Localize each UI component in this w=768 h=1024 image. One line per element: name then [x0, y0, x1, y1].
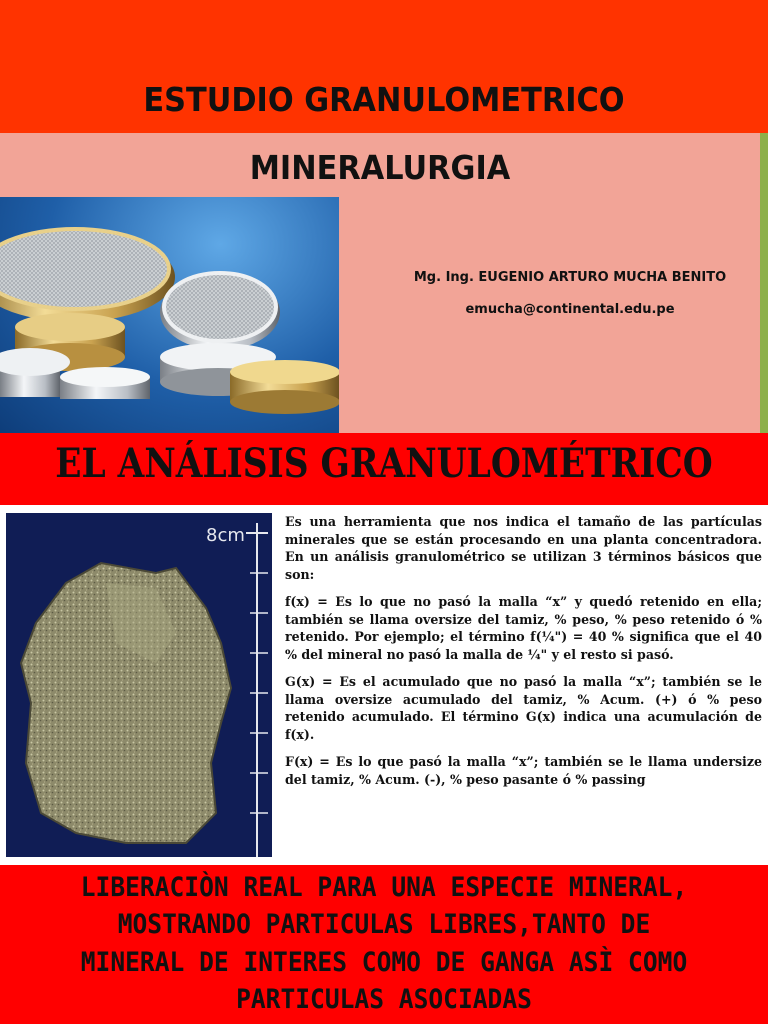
- definitions-text: [285, 513, 762, 798]
- mineral-sample-photo: [6, 513, 272, 857]
- sieves-photo: [0, 197, 339, 433]
- intro-paragraph: Es una herramienta que nos indica el tamaño de las partículas minerales que se están procesando en una planta concentradora. En un análisis granulométrico se utilizan 3 términos básicos que son:: [285, 514, 762, 582]
- accent-stripe: [760, 133, 768, 433]
- footer-line-3: MINERAL DE INTERES COMO DE GANGA ASÌ COMO: [80, 947, 688, 978]
- sieves-illustration: [0, 197, 339, 433]
- scale-label: 8cm: [206, 525, 245, 546]
- rock-illustration: [6, 513, 272, 857]
- author-email[interactable]: emucha@continental.edu.pe: [465, 302, 675, 317]
- document-title: ESTUDIO GRANULOMETRICO: [143, 80, 625, 119]
- gx-definition: G(x) = Es el acumulado que no pasó la malla “x”; también se le llama oversize acumulado del tamiz, % Acum. (+) ó % peso retenido acumulado. El término G(x) indica una acumulación de f(x).: [285, 674, 762, 742]
- author-name: Mg. Ing. EUGENIO ARTURO MUCHA BENITO: [413, 270, 727, 285]
- capital-fx-definition: F(x) = Es lo que pasó la malla “x”; también se le llama undersize del tamiz, % Acum. (-), % peso pasante ó % passing: [285, 754, 762, 787]
- document-subtitle: MINERALURGIA: [249, 148, 511, 187]
- fx-definition: f(x) = Es lo que no pasó la malla “x” y quedó retenido en ella; también se llama oversize del tamiz, % peso, % peso retenido ó % retenido. Por ejemplo; el término f(¼") = 40 % significa que el 40 % del mineral no pasó la malla de ¼" y el resto si pasó.: [285, 594, 762, 662]
- footer-line-2: MOSTRANDO PARTICULAS LIBRES,TANTO DE: [117, 909, 651, 940]
- footer-line-4: PARTICULAS ASOCIADAS: [236, 984, 532, 1015]
- section-heading: EL ANÁLISIS GRANULOMÉTRICO: [55, 440, 713, 487]
- footer-line-1: LIBERACIÒN REAL PARA UNA ESPECIE MINERAL,: [80, 872, 688, 903]
